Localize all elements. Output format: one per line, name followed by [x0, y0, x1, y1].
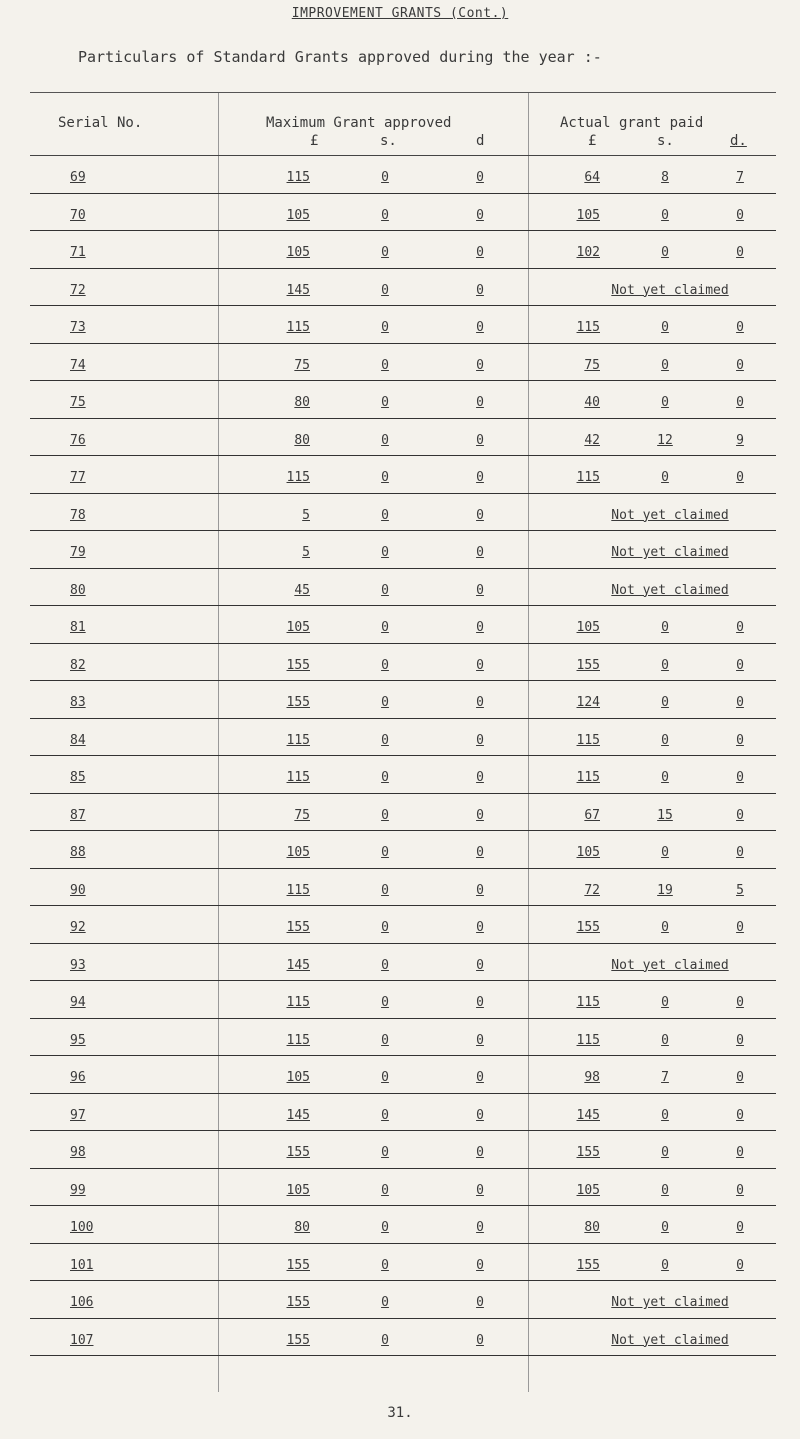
- actual-pounds-cell: 115: [576, 320, 600, 335]
- header-pence: d: [476, 133, 485, 149]
- max-pence-cell: 0: [476, 657, 484, 673]
- max-pounds-cell: 105: [286, 245, 310, 260]
- actual-pence-cell: 0: [736, 620, 744, 635]
- actual-shillings-cell: 0: [661, 320, 669, 335]
- max-pounds-cell: 75: [294, 357, 310, 373]
- max-pounds-cell: 105: [286, 620, 310, 635]
- max-pence-cell: 0: [476, 1182, 484, 1198]
- serial-cell: 99: [70, 1182, 86, 1198]
- max-pounds-cell: 145: [286, 282, 310, 298]
- max-pence-cell: 0: [476, 357, 484, 373]
- max-shillings-cell: 0: [381, 1070, 389, 1085]
- serial-cell: 98: [70, 1145, 86, 1160]
- max-shillings-cell: 0: [381, 695, 389, 710]
- table-row: [30, 681, 776, 719]
- actual-pounds-cell: 115: [576, 995, 600, 1010]
- max-shillings-cell: 0: [381, 620, 389, 635]
- max-pence-cell: 0: [476, 432, 484, 448]
- actual-pence-cell: 0: [736, 845, 744, 860]
- max-pounds-cell: 105: [286, 845, 310, 860]
- max-pounds-cell: 155: [286, 920, 310, 935]
- table-row: [30, 156, 776, 194]
- max-pounds-cell: 155: [286, 1257, 310, 1273]
- actual-shillings-cell: 7: [661, 1070, 669, 1085]
- max-pounds-cell: 115: [286, 732, 310, 748]
- serial-cell: 72: [70, 282, 86, 298]
- page-title: IMPROVEMENT GRANTS (Cont.): [291, 6, 509, 21]
- actual-shillings-cell: 0: [661, 995, 669, 1010]
- max-pence-cell: 0: [476, 807, 484, 823]
- actual-pence-cell: 0: [736, 207, 744, 223]
- table-row: [30, 719, 776, 757]
- max-pounds-cell: 115: [286, 770, 310, 785]
- serial-cell: 82: [70, 657, 86, 673]
- actual-pence-cell: 0: [736, 1182, 744, 1198]
- table-row: [30, 1019, 776, 1057]
- actual-pounds-cell: 42: [584, 432, 600, 448]
- actual-pounds-cell: 155: [576, 920, 600, 935]
- serial-cell: 93: [70, 957, 86, 973]
- actual-shillings-cell: 0: [661, 620, 669, 635]
- actual-pounds-cell: 67: [584, 807, 600, 823]
- max-pounds-cell: 5: [302, 545, 310, 560]
- serial-cell: 81: [70, 620, 86, 635]
- table-row: [30, 756, 776, 794]
- table-row: [30, 494, 776, 532]
- actual-pounds-cell: 64: [584, 170, 600, 185]
- max-shillings-cell: 0: [381, 357, 389, 373]
- serial-cell: 74: [70, 357, 86, 373]
- max-pence-cell: 0: [476, 245, 484, 260]
- actual-pounds-cell: 115: [576, 1032, 600, 1048]
- max-shillings-cell: 0: [381, 1332, 389, 1348]
- actual-pence-cell: 0: [736, 1107, 744, 1123]
- status-note-cell: Not yet claimed: [611, 1332, 729, 1348]
- serial-cell: 88: [70, 845, 86, 860]
- serial-cell: 90: [70, 882, 86, 898]
- max-shillings-cell: 0: [381, 657, 389, 673]
- serial-cell: 70: [70, 207, 86, 223]
- actual-pounds-cell: 115: [576, 770, 600, 785]
- max-shillings-cell: 0: [381, 432, 389, 448]
- max-shillings-cell: 0: [381, 207, 389, 223]
- actual-shillings-cell: 0: [661, 1107, 669, 1123]
- actual-pounds-cell: 105: [576, 620, 600, 635]
- header-shillings: s.: [380, 133, 397, 149]
- actual-pence-cell: 9: [736, 432, 744, 448]
- actual-shillings-cell: 19: [657, 882, 673, 898]
- max-pounds-cell: 145: [286, 1107, 310, 1123]
- actual-shillings-cell: 0: [661, 470, 669, 485]
- max-pounds-cell: 115: [286, 170, 310, 185]
- max-pence-cell: 0: [476, 470, 484, 485]
- actual-pounds-cell: 124: [576, 695, 600, 710]
- table-row: [30, 231, 776, 269]
- max-pence-cell: 0: [476, 1257, 484, 1273]
- actual-shillings-cell: 0: [661, 245, 669, 260]
- max-shillings-cell: 0: [381, 1032, 389, 1048]
- actual-pence-cell: 0: [736, 357, 744, 373]
- table-row: [30, 981, 776, 1019]
- max-shillings-cell: 0: [381, 470, 389, 485]
- max-pence-cell: 0: [476, 1220, 484, 1235]
- max-pounds-cell: 45: [294, 582, 310, 598]
- max-pence-cell: 0: [476, 920, 484, 935]
- serial-cell: 100: [70, 1220, 94, 1235]
- actual-shillings-cell: 0: [661, 657, 669, 673]
- max-pence-cell: 0: [476, 695, 484, 710]
- max-shillings-cell: 0: [381, 582, 389, 598]
- header-pounds: £: [310, 133, 319, 149]
- status-note-cell: Not yet claimed: [611, 545, 729, 560]
- actual-shillings-cell: 0: [661, 395, 669, 410]
- actual-shillings-cell: 15: [657, 807, 673, 823]
- max-pounds-cell: 80: [294, 432, 310, 448]
- actual-pounds-cell: 155: [576, 1145, 600, 1160]
- actual-pence-cell: 5: [736, 882, 744, 898]
- table-row: [30, 269, 776, 307]
- actual-pounds-cell: 115: [576, 470, 600, 485]
- serial-cell: 95: [70, 1032, 86, 1048]
- serial-cell: 75: [70, 395, 86, 410]
- actual-pence-cell: 0: [736, 320, 744, 335]
- actual-pence-cell: 0: [736, 657, 744, 673]
- serial-cell: 92: [70, 920, 86, 935]
- serial-cell: 69: [70, 170, 86, 185]
- max-shillings-cell: 0: [381, 770, 389, 785]
- max-pounds-cell: 115: [286, 995, 310, 1010]
- table-row: [30, 1094, 776, 1132]
- max-pounds-cell: 105: [286, 207, 310, 223]
- max-shillings-cell: 0: [381, 245, 389, 260]
- status-note-cell: Not yet claimed: [611, 1295, 729, 1310]
- max-pounds-cell: 75: [294, 807, 310, 823]
- serial-cell: 101: [70, 1257, 94, 1273]
- table-row: [30, 531, 776, 569]
- max-pence-cell: 0: [476, 995, 484, 1010]
- page-number: 31.: [387, 1405, 413, 1421]
- actual-shillings-cell: 0: [661, 695, 669, 710]
- max-pence-cell: 0: [476, 282, 484, 298]
- actual-pence-cell: 0: [736, 770, 744, 785]
- table-row: [30, 419, 776, 457]
- max-pounds-cell: 155: [286, 695, 310, 710]
- table-body: [30, 156, 776, 1356]
- max-pounds-cell: 115: [286, 1032, 310, 1048]
- actual-shillings-cell: 0: [661, 1257, 669, 1273]
- max-shillings-cell: 0: [381, 920, 389, 935]
- max-pence-cell: 0: [476, 770, 484, 785]
- table-row: [30, 569, 776, 607]
- max-pence-cell: 0: [476, 1295, 484, 1310]
- max-shillings-cell: 0: [381, 320, 389, 335]
- actual-shillings-cell: 0: [661, 1145, 669, 1160]
- max-pence-cell: 0: [476, 320, 484, 335]
- actual-pence-cell: 0: [736, 245, 744, 260]
- actual-pounds-cell: 105: [576, 1182, 600, 1198]
- max-pence-cell: 0: [476, 957, 484, 973]
- max-pounds-cell: 155: [286, 1145, 310, 1160]
- header-actual: Actual grant paid: [560, 115, 704, 131]
- table-row: [30, 306, 776, 344]
- max-pence-cell: 0: [476, 1032, 484, 1048]
- serial-cell: 97: [70, 1107, 86, 1123]
- actual-shillings-cell: 0: [661, 920, 669, 935]
- max-shillings-cell: 0: [381, 1257, 389, 1273]
- serial-cell: 78: [70, 507, 86, 523]
- max-shillings-cell: 0: [381, 1220, 389, 1235]
- actual-pence-cell: 0: [736, 470, 744, 485]
- serial-cell: 107: [70, 1332, 94, 1348]
- max-shillings-cell: 0: [381, 545, 389, 560]
- max-shillings-cell: 0: [381, 845, 389, 860]
- max-shillings-cell: 0: [381, 1295, 389, 1310]
- max-pounds-cell: 5: [302, 507, 310, 523]
- actual-pence-cell: 0: [736, 1145, 744, 1160]
- actual-pence-cell: 0: [736, 807, 744, 823]
- table-row: [30, 344, 776, 382]
- actual-pounds-cell: 75: [584, 357, 600, 373]
- max-pounds-cell: 155: [286, 657, 310, 673]
- actual-shillings-cell: 0: [661, 1182, 669, 1198]
- table-row: [30, 644, 776, 682]
- max-shillings-cell: 0: [381, 1182, 389, 1198]
- max-pounds-cell: 155: [286, 1295, 310, 1310]
- actual-shillings-cell: 0: [661, 770, 669, 785]
- actual-shillings-cell: 0: [661, 732, 669, 748]
- page-subtitle: Particulars of Standard Grants approved during the year :-: [78, 48, 602, 66]
- actual-shillings-cell: 0: [661, 1032, 669, 1048]
- max-pence-cell: 0: [476, 207, 484, 223]
- actual-pounds-cell: 102: [576, 245, 600, 260]
- max-shillings-cell: 0: [381, 507, 389, 523]
- table-row: [30, 831, 776, 869]
- actual-shillings-cell: 0: [661, 1220, 669, 1235]
- max-pence-cell: 0: [476, 845, 484, 860]
- actual-pounds-cell: 105: [576, 207, 600, 223]
- actual-pounds-cell: 145: [576, 1107, 600, 1123]
- actual-pounds-cell: 72: [584, 882, 600, 898]
- serial-cell: 73: [70, 320, 86, 335]
- header-actual-shillings: s.: [657, 133, 674, 149]
- serial-cell: 84: [70, 732, 86, 748]
- max-pounds-cell: 105: [286, 1070, 310, 1085]
- table-row: [30, 606, 776, 644]
- actual-pounds-cell: 80: [584, 1220, 600, 1235]
- max-pence-cell: 0: [476, 1145, 484, 1160]
- max-shillings-cell: 0: [381, 882, 389, 898]
- serial-cell: 96: [70, 1070, 86, 1085]
- max-pounds-cell: 115: [286, 882, 310, 898]
- serial-cell: 71: [70, 245, 86, 260]
- max-pence-cell: 0: [476, 545, 484, 560]
- max-pounds-cell: 155: [286, 1332, 310, 1348]
- table-row: [30, 381, 776, 419]
- max-shillings-cell: 0: [381, 995, 389, 1010]
- max-pounds-cell: 80: [294, 395, 310, 410]
- grants-table: [30, 92, 776, 1356]
- max-pounds-cell: 105: [286, 1182, 310, 1198]
- serial-cell: 106: [70, 1295, 94, 1310]
- max-shillings-cell: 0: [381, 170, 389, 185]
- table-row: [30, 1244, 776, 1282]
- serial-cell: 76: [70, 432, 86, 448]
- status-note-cell: Not yet claimed: [611, 957, 729, 973]
- max-pounds-cell: 115: [286, 470, 310, 485]
- serial-cell: 94: [70, 995, 86, 1010]
- max-pounds-cell: 145: [286, 957, 310, 973]
- actual-pounds-cell: 155: [576, 657, 600, 673]
- max-pence-cell: 0: [476, 620, 484, 635]
- max-pence-cell: 0: [476, 507, 484, 523]
- actual-pence-cell: 0: [736, 920, 744, 935]
- status-note-cell: Not yet claimed: [611, 282, 729, 298]
- table-row: [30, 906, 776, 944]
- max-shillings-cell: 0: [381, 395, 389, 410]
- table-row: [30, 456, 776, 494]
- actual-shillings-cell: 0: [661, 845, 669, 860]
- status-note-cell: Not yet claimed: [611, 582, 729, 598]
- max-pounds-cell: 115: [286, 320, 310, 335]
- header-actual-pounds: £: [588, 133, 597, 149]
- max-pence-cell: 0: [476, 1107, 484, 1123]
- max-pence-cell: 0: [476, 1332, 484, 1348]
- actual-pence-cell: 0: [736, 695, 744, 710]
- max-shillings-cell: 0: [381, 282, 389, 298]
- table-row: [30, 944, 776, 982]
- max-pence-cell: 0: [476, 732, 484, 748]
- table-row: [30, 194, 776, 232]
- max-pence-cell: 0: [476, 882, 484, 898]
- table-row: [30, 1056, 776, 1094]
- serial-cell: 83: [70, 695, 86, 710]
- actual-pounds-cell: 115: [576, 732, 600, 748]
- actual-pence-cell: 0: [736, 1257, 744, 1273]
- actual-shillings-cell: 0: [661, 357, 669, 373]
- actual-pence-cell: 0: [736, 732, 744, 748]
- table-header: [30, 92, 776, 156]
- serial-cell: 79: [70, 545, 86, 560]
- table-row: [30, 1319, 776, 1357]
- max-shillings-cell: 0: [381, 1145, 389, 1160]
- actual-shillings-cell: 0: [661, 207, 669, 223]
- actual-pence-cell: 0: [736, 995, 744, 1010]
- max-shillings-cell: 0: [381, 1107, 389, 1123]
- actual-pence-cell: 0: [736, 395, 744, 410]
- serial-cell: 80: [70, 582, 86, 598]
- actual-pence-cell: 0: [736, 1032, 744, 1048]
- actual-pence-cell: 0: [736, 1070, 744, 1085]
- max-shillings-cell: 0: [381, 807, 389, 823]
- actual-pounds-cell: 40: [584, 395, 600, 410]
- serial-cell: 87: [70, 807, 86, 823]
- max-shillings-cell: 0: [381, 732, 389, 748]
- table-row: [30, 1169, 776, 1207]
- table-row: [30, 1131, 776, 1169]
- max-pounds-cell: 80: [294, 1220, 310, 1235]
- actual-pence-cell: 0: [736, 1220, 744, 1235]
- table-row: [30, 869, 776, 907]
- header-actual-pence: d.: [730, 133, 747, 149]
- header-serial: Serial No.: [58, 115, 143, 131]
- actual-pounds-cell: 98: [584, 1070, 600, 1085]
- actual-shillings-cell: 12: [657, 432, 673, 448]
- table-row: [30, 1281, 776, 1319]
- max-pence-cell: 0: [476, 1070, 484, 1085]
- table-row: [30, 1206, 776, 1244]
- max-pence-cell: 0: [476, 395, 484, 410]
- max-pence-cell: 0: [476, 170, 484, 185]
- serial-cell: 77: [70, 470, 86, 485]
- actual-shillings-cell: 8: [661, 170, 669, 185]
- table-row: [30, 794, 776, 832]
- max-shillings-cell: 0: [381, 957, 389, 973]
- actual-pence-cell: 7: [736, 170, 744, 185]
- actual-pounds-cell: 105: [576, 845, 600, 860]
- status-note-cell: Not yet claimed: [611, 507, 729, 523]
- max-pence-cell: 0: [476, 582, 484, 598]
- serial-cell: 85: [70, 770, 86, 785]
- header-maximum: Maximum Grant approved: [266, 115, 452, 131]
- actual-pounds-cell: 155: [576, 1257, 600, 1273]
